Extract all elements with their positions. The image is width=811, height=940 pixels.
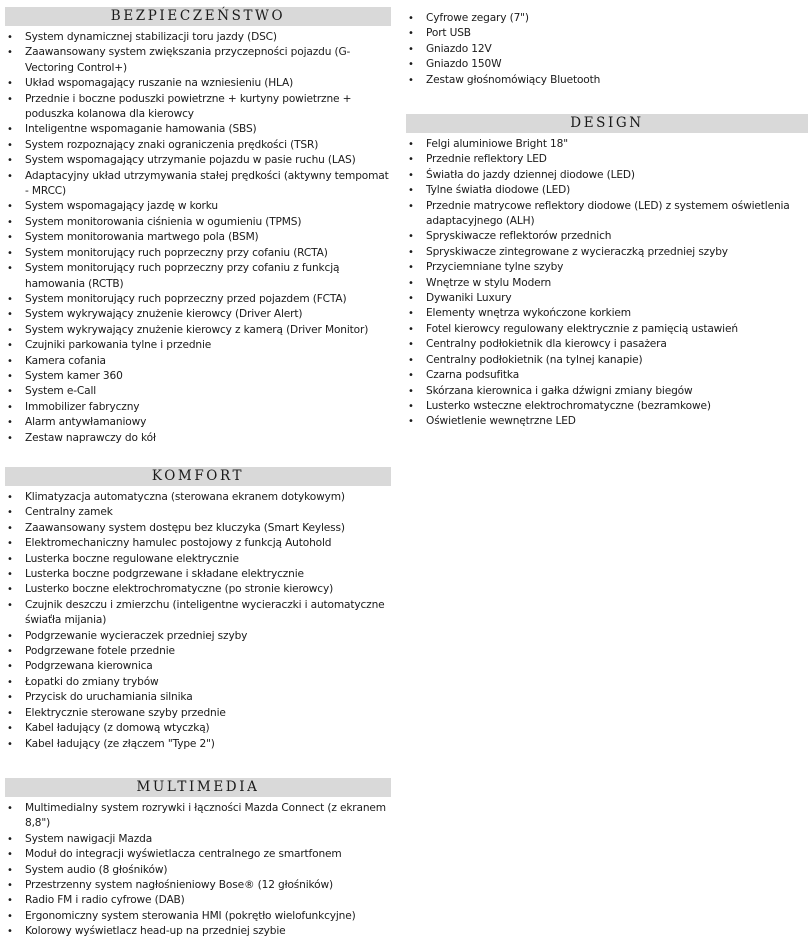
- section-title: MULTIMEDIA: [5, 778, 391, 797]
- list-item: [406, 26, 808, 41]
- bullet-icon: •: [7, 355, 13, 367]
- list-item-text: Czujnik deszczu i zmierzchu (inteligentne wycieraczki i automatyczne świaťła mijania): [25, 598, 385, 627]
- list-item-text: System monitorowania ciśnienia w ogumieniu (TPMS): [25, 215, 302, 228]
- list-item-text: Lusterka boczne regulowane elektrycznie: [25, 552, 239, 565]
- list-item-text: Wnętrze w stylu Modern: [426, 276, 552, 289]
- bullet-icon: •: [7, 584, 13, 596]
- list-item-text: Czujniki parkowania tylne i przednie: [25, 339, 212, 352]
- list-item: [5, 706, 391, 721]
- list-item-text: Alarm antywłamaniowy: [25, 416, 147, 429]
- list-item-text: Gniazdo 12V: [426, 42, 492, 55]
- list-item: [5, 215, 391, 230]
- bullet-icon: •: [7, 895, 13, 907]
- list-item-text: Inteligentne wspomaganie hamowania (SBS): [25, 123, 257, 136]
- list-item: [5, 138, 391, 153]
- list-item: [5, 122, 391, 137]
- bullet-icon: •: [408, 231, 414, 243]
- list-item-text: Kabel ładujący (ze złączem "Type 2"): [25, 737, 215, 750]
- list-item-text: Centralny podłokietnik dla kierowcy i pasażera: [426, 338, 667, 351]
- bullet-icon: •: [7, 247, 13, 259]
- bullet-icon: •: [7, 47, 13, 59]
- list-item: [406, 260, 808, 275]
- bullet-icon: •: [7, 155, 13, 167]
- bullet-icon: •: [7, 833, 13, 845]
- bullet-icon: •: [7, 553, 13, 565]
- bullet-icon: •: [408, 277, 414, 289]
- list-item: [406, 306, 808, 321]
- list-item-text: System wykrywający znużenie kierowcy (Driver Alert): [25, 308, 303, 321]
- bullet-icon: •: [408, 59, 414, 71]
- list-item-text: Elektrycznie sterowane szyby przednie: [25, 706, 226, 719]
- list-item: [5, 169, 391, 200]
- bullet-icon: •: [408, 354, 414, 366]
- bullet-icon: •: [7, 926, 13, 938]
- bullet-icon: •: [7, 386, 13, 398]
- bullet-icon: •: [408, 28, 414, 40]
- list-item-text: Immobilizer fabryczny: [25, 400, 140, 413]
- list-item-text: Spryskiwacze zintegrowane z wycieraczką przedniej szyby: [426, 245, 728, 258]
- list-item: [406, 57, 808, 72]
- list-item-text: Przednie i boczne poduszki powietrzne + kurtyny powietrzne + poduszka kolanowa dla kierowcy: [25, 92, 352, 121]
- list-item: [5, 45, 391, 76]
- bullet-icon: •: [408, 200, 414, 212]
- list-item: [5, 292, 391, 307]
- bullet-icon: •: [408, 154, 414, 166]
- bullet-icon: •: [7, 569, 13, 581]
- list-item: [406, 291, 808, 306]
- list-item-text: Adaptacyjny układ utrzymywania stałej prędkości (aktywny tempomat - MRCC): [25, 169, 389, 198]
- bullet-icon: •: [408, 74, 414, 86]
- bullet-icon: •: [408, 339, 414, 351]
- section-title: KOMFORT: [5, 467, 391, 486]
- list-item: [5, 246, 391, 261]
- list-item-text: Kolorowy wyświetlacz head-up na przedniej szybie: [25, 925, 286, 938]
- list-item-text: System kamer 360: [25, 369, 123, 382]
- bullet-icon: •: [7, 432, 13, 444]
- list-item: [5, 76, 391, 91]
- list-item-text: Kamera cofania: [25, 354, 106, 367]
- list-item-text: Fotel kierowcy regulowany elektrycznie z pamięcią ustawień: [426, 322, 738, 335]
- bullet-icon: •: [408, 400, 414, 412]
- list-item: [5, 369, 391, 384]
- bullet-icon: •: [7, 738, 13, 750]
- list-item-text: Skórzana kierownica i gałka dźwigni zmiany biegów: [426, 384, 693, 397]
- bullet-icon: •: [7, 201, 13, 213]
- list-item-text: Centralny zamek: [25, 506, 113, 519]
- list-item: [5, 400, 391, 415]
- list-item-text: Klimatyzacja automatyczna (sterowana ekranem dotykowym): [25, 491, 345, 503]
- bullet-icon: •: [7, 676, 13, 688]
- list-item-text: Przyciemniane tylne szyby: [426, 261, 564, 274]
- list-item: [406, 168, 808, 183]
- bullet-icon: •: [7, 538, 13, 550]
- bullet-icon: •: [7, 139, 13, 151]
- list-item-text: System monitorujący ruch poprzeczny przy cofaniu z funkcją hamowania (RCTB): [25, 262, 340, 290]
- list-item-text: Światła do jazdy dziennej diodowe (LED): [426, 168, 635, 181]
- bullet-icon: •: [408, 13, 414, 24]
- list-item-text: Podgrzewanie wycieraczek przedniej szyby: [25, 629, 248, 642]
- list-item: [5, 199, 391, 214]
- bullet-icon: •: [408, 323, 414, 335]
- bullet-icon: •: [7, 692, 13, 704]
- bullet-icon: •: [7, 124, 13, 136]
- list-item-text: System rozpoznający znaki ograniczenia prędkości (TSR): [25, 138, 319, 151]
- list-item: [406, 399, 808, 414]
- bullet-icon: •: [7, 910, 13, 922]
- list-item: [5, 801, 391, 832]
- list-item: [5, 230, 391, 245]
- bullet-icon: •: [408, 370, 414, 382]
- list-item: [5, 690, 391, 705]
- bullet-icon: •: [408, 43, 414, 55]
- list-item-text: Spryskiwacze reflektorów przednich: [426, 230, 612, 243]
- bullet-icon: •: [7, 707, 13, 719]
- bullet-icon: •: [7, 599, 13, 611]
- bullet-icon: •: [7, 507, 13, 519]
- bullet-icon: •: [408, 416, 414, 428]
- list-item: [5, 536, 391, 551]
- list-item-text: Łopatki do zmiany trybów: [25, 675, 159, 688]
- list-item-text: Przycisk do uruchamiania silnika: [25, 691, 193, 704]
- bullet-icon: •: [7, 293, 13, 305]
- list-item-text: System audio (8 głośników): [25, 863, 168, 876]
- list-item: [5, 92, 391, 123]
- list-item-text: Czarna podsufitka: [426, 369, 520, 382]
- list-item: [406, 137, 808, 152]
- list-item: [406, 337, 808, 352]
- bullet-icon: •: [408, 308, 414, 320]
- feature-list: [5, 490, 391, 752]
- bullet-icon: •: [7, 646, 13, 658]
- list-item-text: Zaawansowany system dostępu bez kluczyka (Smart Keyless): [25, 521, 345, 534]
- bullet-icon: •: [7, 232, 13, 244]
- bullet-icon: •: [7, 864, 13, 876]
- list-item: [406, 276, 808, 291]
- list-item-text: System monitorowania martwego pola (BSM): [25, 231, 259, 244]
- list-item-text: Felgi aluminiowe Bright 18": [426, 138, 568, 150]
- list-item: [5, 30, 391, 45]
- section-multimedia-continued: [406, 11, 808, 88]
- list-item-text: System monitorujący ruch poprzeczny przed pojazdem (FCTA): [25, 292, 347, 305]
- list-item-text: System nawigacji Mazda: [25, 832, 153, 845]
- list-item: [5, 567, 391, 582]
- bullet-icon: •: [7, 309, 13, 321]
- list-item-text: Podgrzewane fotele przednie: [25, 645, 175, 658]
- list-item: [5, 323, 391, 338]
- list-item: [406, 229, 808, 244]
- list-item-text: Centralny podłokietnik (na tylnej kanapie): [426, 353, 643, 366]
- bullet-icon: •: [7, 324, 13, 336]
- list-item-text: Multimedialny system rozrywki i łączności Mazda Connect (z ekranem 8,8"): [25, 802, 386, 830]
- list-item-text: System e-Call: [25, 385, 97, 398]
- list-item: [406, 414, 808, 429]
- list-item: [5, 153, 391, 168]
- list-item: [5, 552, 391, 567]
- list-item: [5, 338, 391, 353]
- list-item-text: Gniazdo 150W: [426, 58, 502, 71]
- bullet-icon: •: [7, 880, 13, 892]
- bullet-icon: •: [7, 803, 13, 814]
- list-item: [5, 354, 391, 369]
- list-item: [406, 11, 808, 26]
- list-item: [5, 863, 391, 878]
- list-item-text: Przednie matrycowe reflektory diodowe (LED) z systemem oświetlenia adaptacyjnego (ALH): [426, 199, 790, 228]
- list-item: [5, 878, 391, 893]
- bullet-icon: •: [408, 293, 414, 305]
- feature-list: [406, 11, 808, 88]
- list-item: [5, 644, 391, 659]
- bullet-icon: •: [7, 93, 13, 105]
- list-item-text: System monitorujący ruch poprzeczny przy cofaniu (RCTA): [25, 246, 328, 259]
- list-item-text: Elementy wnętrza wykończone korkiem: [426, 307, 631, 320]
- list-item-text: Oświetlenie wewnętrzne LED: [426, 415, 576, 428]
- list-item: [406, 73, 808, 88]
- list-item-text: Dywaniki Luxury: [426, 292, 512, 305]
- bullet-icon: •: [7, 522, 13, 534]
- list-item-text: Tylne światła diodowe (LED): [426, 184, 571, 197]
- list-item: [5, 847, 391, 862]
- list-item: [5, 924, 391, 939]
- list-item: [406, 199, 808, 230]
- list-item-text: System wspomagający jazdę w korku: [25, 200, 218, 213]
- list-item-text: Przednie reflektory LED: [426, 153, 547, 166]
- bullet-icon: •: [408, 262, 414, 274]
- list-item: [5, 629, 391, 644]
- list-item: [406, 384, 808, 399]
- list-item: [5, 505, 391, 520]
- bullet-icon: •: [7, 370, 13, 382]
- list-item: [5, 598, 391, 629]
- bullet-icon: •: [7, 263, 13, 275]
- section-title: BEZPIECZEŃSTWO: [5, 7, 391, 26]
- list-item: [5, 909, 391, 924]
- bullet-icon: •: [408, 185, 414, 197]
- list-item-text: Przestrzenny system nagłośnieniowy Bose® (12 głośników): [25, 879, 333, 892]
- list-item: [5, 832, 391, 847]
- list-item: [5, 415, 391, 430]
- list-item-text: Radio FM i radio cyfrowe (DAB): [25, 894, 185, 907]
- feature-list: [5, 30, 391, 446]
- list-item-text: Zestaw głośnomówiący Bluetooth: [426, 73, 601, 86]
- section-bezpieczenstwo: [5, 7, 391, 446]
- list-item-text: Układ wspomagający ruszanie na wzniesieniu (HLA): [25, 77, 294, 90]
- bullet-icon: •: [7, 216, 13, 228]
- bullet-icon: •: [7, 661, 13, 673]
- list-item: [5, 582, 391, 597]
- list-item: [5, 893, 391, 908]
- bullet-icon: •: [408, 139, 414, 150]
- list-item: [5, 737, 391, 752]
- section-title: DESIGN: [406, 114, 808, 133]
- bullet-icon: •: [7, 32, 13, 43]
- feature-list: [406, 137, 808, 430]
- list-item-text: System wykrywający znużenie kierowcy z kamerą (Driver Monitor): [25, 323, 369, 336]
- bullet-icon: •: [7, 723, 13, 735]
- bullet-icon: •: [408, 385, 414, 397]
- list-item: [406, 183, 808, 198]
- bullet-icon: •: [408, 169, 414, 181]
- list-item-text: Port USB: [426, 27, 471, 40]
- list-item: [406, 368, 808, 383]
- bullet-icon: •: [7, 417, 13, 429]
- list-item-text: System dynamicznej stabilizacji toru jazdy (DSC): [25, 31, 277, 43]
- list-item: [406, 245, 808, 260]
- list-item-text: Zaawansowany system zwiększania przyczepności pojazdu (G-Vectoring Control+): [25, 46, 351, 74]
- list-item: [406, 353, 808, 368]
- list-item: [406, 42, 808, 57]
- bullet-icon: •: [7, 340, 13, 352]
- list-item: [5, 384, 391, 399]
- list-item: [5, 431, 391, 446]
- list-item-text: Cyfrowe zegary (7"): [426, 12, 529, 24]
- list-item-text: Ergonomiczny system sterowania HMI (pokrętło wielofunkcyjne): [25, 909, 356, 922]
- bullet-icon: •: [7, 401, 13, 413]
- list-item-text: Kabel ładujący (z domową wtyczką): [25, 722, 210, 735]
- list-item: [5, 721, 391, 736]
- bullet-icon: •: [408, 246, 414, 258]
- list-item: [5, 490, 391, 505]
- feature-list: [5, 801, 391, 940]
- list-item: [406, 322, 808, 337]
- bullet-icon: •: [7, 849, 13, 861]
- section-komfort: [5, 467, 391, 752]
- list-item-text: Lusterko boczne elektrochromatyczne (po stronie kierowcy): [25, 583, 334, 596]
- list-item-text: Elektromechaniczny hamulec postojowy z funkcją Autohold: [25, 537, 332, 550]
- list-item: [406, 152, 808, 167]
- list-item: [5, 307, 391, 322]
- section-design: [406, 114, 808, 430]
- list-item: [5, 521, 391, 536]
- bullet-icon: •: [7, 170, 13, 182]
- list-item-text: Lusterka boczne podgrzewane i składane elektrycznie: [25, 568, 304, 581]
- list-item-text: Lusterko wsteczne elektrochromatyczne (bezramkowe): [426, 399, 711, 412]
- bullet-icon: •: [7, 78, 13, 90]
- list-item: [5, 675, 391, 690]
- list-item-text: System wspomagający utrzymanie pojazdu w pasie ruchu (LAS): [25, 154, 356, 167]
- bullet-icon: •: [7, 492, 13, 503]
- list-item: [5, 659, 391, 674]
- list-item-text: Zestaw naprawczy do kół: [25, 431, 156, 444]
- list-item-text: Podgrzewana kierownica: [25, 660, 153, 673]
- list-item: [5, 261, 391, 292]
- section-multimedia: [5, 778, 391, 940]
- list-item-text: Moduł do integracji wyświetlacza centralnego ze smartfonem: [25, 848, 342, 861]
- bullet-icon: •: [7, 630, 13, 642]
